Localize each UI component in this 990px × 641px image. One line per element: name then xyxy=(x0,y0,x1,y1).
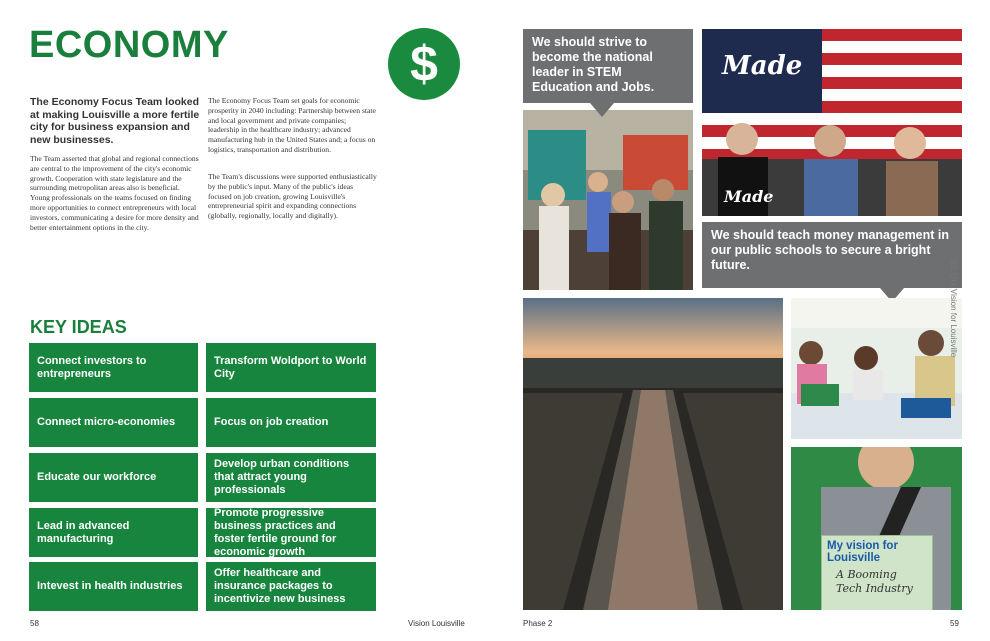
photo-river-lock xyxy=(523,298,783,610)
made-flag-logo: Made xyxy=(722,51,803,81)
key-idea-box: Transform Woldport to World City xyxy=(206,343,376,392)
key-idea-box: Promote progressive business practices and foster fertile ground for economic growth xyxy=(206,508,376,557)
footer-title: Vision Louisville xyxy=(408,619,465,628)
body-paragraph-1: The Team asserted that global and regional connections are central to the improvement of the city's economic growth. Cooperation with state legislature and the surrounding metropolitan areas also is beneficial. Young professionals on the teams focused on finding more opportunities to connect entrepreneurs with local investors, communicating a desire for more density and better entertainment options in the city. xyxy=(30,154,199,232)
key-idea-box: Connect micro-economies xyxy=(29,398,198,447)
quote-stem: We should strive to become the national leader in STEM Education and Jobs. xyxy=(523,29,693,103)
key-idea-box: Focus on job creation xyxy=(206,398,376,447)
key-idea-box: Lead in advanced manufacturing xyxy=(29,508,198,557)
key-idea-box: Develop urban conditions that attract young professionals xyxy=(206,453,376,502)
river-barge-image xyxy=(523,298,783,610)
made-shirt-logo: Made xyxy=(724,187,774,206)
sign-heading: My vision for Louisville xyxy=(827,540,898,564)
photo-museum-visitors xyxy=(523,110,693,290)
photo-vision-sign xyxy=(791,447,962,610)
photo-made-team xyxy=(702,29,962,216)
museum-scene-image xyxy=(523,110,693,290)
intro-lead: The Economy Focus Team looked at making Louisville a more fertile city for business expansion and new businesses. xyxy=(30,96,200,146)
footer-phase: Phase 2 xyxy=(523,619,553,628)
body-paragraph-3: The Team's discussions were supported enthusiastically by the public's input. Many of the public's ideas focused on job creation, growing Louisville's entrepreneurial spirit and expanding connections (globally, regionally, locally and digitally). xyxy=(208,172,377,221)
page-number-left: 58 xyxy=(30,619,39,628)
key-idea-box: Offer healthcare and insurance packages to incentivize new business xyxy=(206,562,376,611)
key-ideas-heading: KEY IDEAS xyxy=(30,317,127,337)
section-side-label: 02: Our Vision for Louisville xyxy=(949,260,958,358)
key-idea-box: Intevest in health industries xyxy=(29,562,198,611)
dollar-icon: $ xyxy=(388,28,460,100)
quote-money-management: We should teach money management in our public schools to secure a bright future. xyxy=(702,222,962,288)
photo-kids-money-activity xyxy=(791,298,962,439)
kids-table-image xyxy=(791,298,962,439)
body-paragraph-2: The Economy Focus Team set goals for economic prosperity in 2040 including: Partnership between state and local government and private companies; leadership in the healthcare industry; advanced manufacturing hub in the United States and; a focus on logistics, transportation and distribution. xyxy=(208,96,376,154)
page-title: ECONOMY xyxy=(29,24,229,66)
key-idea-box: Educate our workforce xyxy=(29,453,198,502)
key-idea-box: Connect investors to entrepreneurs xyxy=(29,343,198,392)
page-number-right: 59 xyxy=(950,619,959,628)
sign-handwriting: A Booming Tech Industry xyxy=(836,568,913,595)
vision-sign-card xyxy=(821,535,933,610)
quote-pointer xyxy=(590,103,614,117)
